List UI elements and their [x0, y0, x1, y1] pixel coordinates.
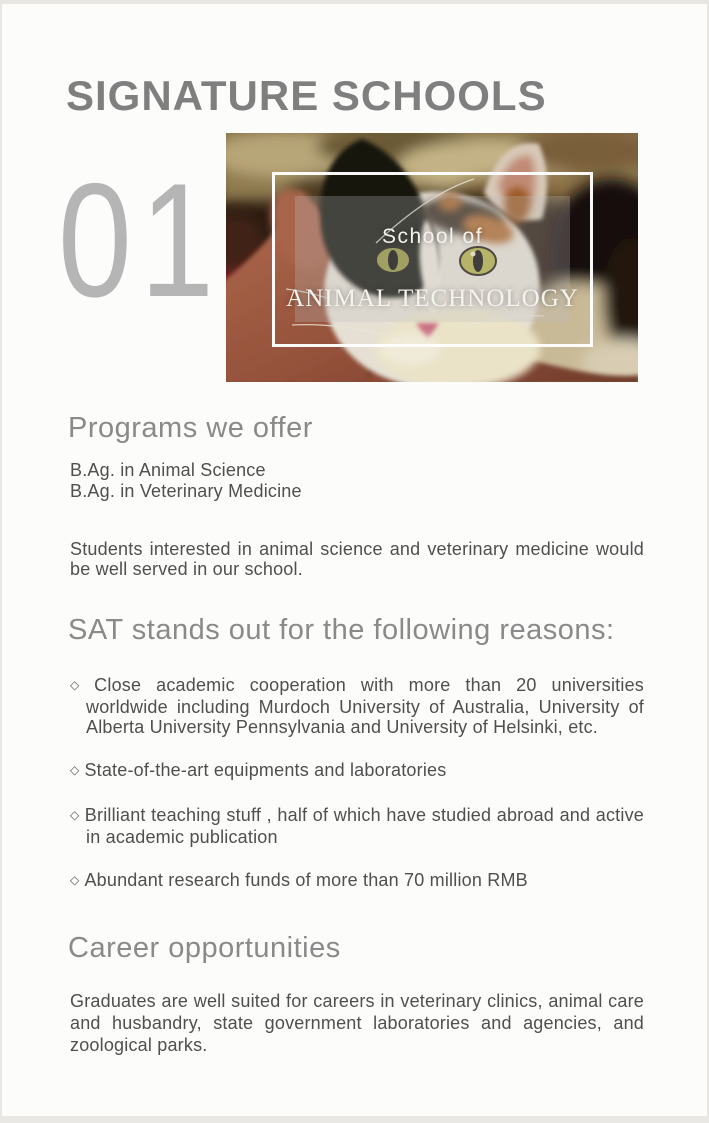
programs-heading: Programs we offer [68, 412, 313, 444]
photo-overline: School of [381, 225, 484, 248]
photo-school-name: ANIMAL TECHNOLOGY [286, 285, 579, 312]
page-background [2, 4, 707, 1116]
programs-note: Students interested in animal science and veterinary medicine would be well served in our school. [70, 539, 644, 579]
page-edge-bottom [0, 1117, 709, 1123]
reason-list [70, 675, 644, 915]
page-title: SIGNATURE SCHOOLS [66, 72, 547, 119]
program-list [70, 460, 644, 502]
bullet-text: Brilliant teaching stuff , half of which have studied abroad and active in academic publication [84, 805, 644, 847]
list-item [70, 805, 644, 847]
diamond-bullet-icon: ◇ [70, 808, 80, 822]
program-item: B.Ag. in Veterinary Medicine [70, 481, 302, 501]
list-item [70, 870, 644, 892]
program-item: B.Ag. in Animal Science [70, 460, 266, 480]
reasons-heading: SAT stands out for the following reasons: [68, 614, 615, 646]
diamond-bullet-icon: ◇ [70, 763, 80, 777]
diamond-bullet-icon: ◇ [70, 678, 90, 692]
careers-note: Graduates are well suited for careers in veterinary clinics, animal care and husbandry, state government laboratories and agencies, and zoological parks. [70, 991, 644, 1055]
page-edge-top [0, 0, 709, 4]
diamond-bullet-icon: ◇ [70, 873, 80, 887]
section-number: 01 [58, 150, 223, 331]
school-photo [226, 133, 638, 382]
bullet-text: Close academic cooperation with more than 20 universities worldwide including Murdoch University of Australia, University of Alberta University Pennsylvania and University of Helsinki, etc. [86, 675, 644, 737]
bullet-text: State-of-the-art equipments and laboratories [84, 760, 447, 780]
list-item [70, 675, 644, 737]
photo-frame-border [272, 172, 593, 347]
careers-heading: Career opportunities [68, 932, 341, 964]
list-item [70, 760, 644, 782]
bullet-text: Abundant research funds of more than 70 million RMB [84, 870, 528, 890]
